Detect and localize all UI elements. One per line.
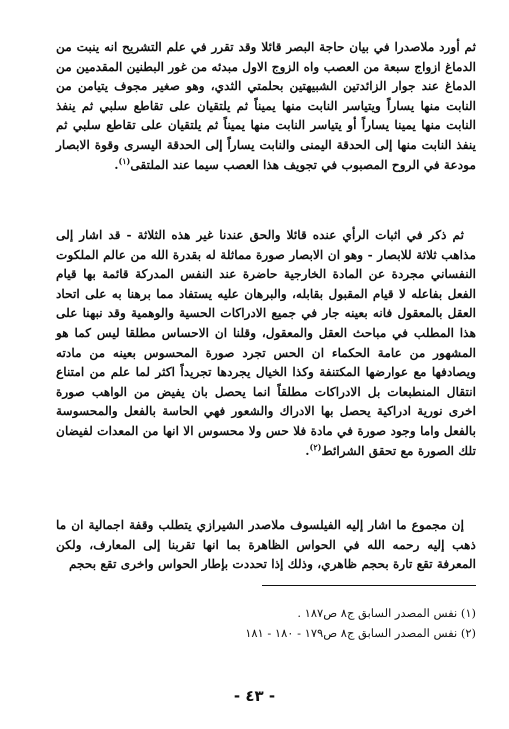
- page-number: - ٤٣ -: [233, 687, 276, 705]
- paragraph-1-tail: .: [114, 157, 119, 172]
- footnotes: [150, 603, 476, 643]
- footnote-divider: [262, 585, 476, 586]
- footnote-ref-1: (١): [118, 155, 131, 166]
- paragraph-3-text: إن مجموع ما اشار إليه الفيلسوف ملاصدر الشيرازي يتطلب وقفة اجمالية ان ما ذهب إليه رحمه الله في الحواس الظاهرة بما انها تقربنا إلى المعارف، ولكن المعرفة تقع تارة بحجم ظاهري، وذلك إذا تحددت بإطار الحواس واخرى تقع بحجم: [56, 518, 476, 572]
- paragraph-1: [56, 38, 476, 175]
- footnote-2: (٢) نفس المصدر السابق ج٨ ص١٧٩ - ١٨٠ - ١٨١: [245, 626, 476, 640]
- paragraph-2: [56, 226, 476, 461]
- paragraph-2-tail: .: [305, 443, 310, 458]
- paragraph-1-text: ثم أورد ملاصدرا في بيان حاجة البصر قائلا وقد تقرر في علم التشريح انه ينبت من الدماغ ازواج سبعة من العصب واه الزوج الاول مبدئه من غور البطنين المقدمين من الدماغ عند جوار الزائدتين الشبيهتين بحلمتي الثدي، وهو صغير مجوف يتيامن من النابت منها يساراً ويتياسر النابت منها يميناً ثم يلتقيان على تقاطع سلبي ثم ينفذ النابت منها يمينا يساراً أو يتياسر النابت منها يميناً ثم يلتقيان على تقاطع سلبي ثم ينفذ النابت منها إلى الحدقة اليمنى والنابت يساراً إلى الحدقة اليسرى وقوة الابصار مودعة في الروح المصبوب في تجويف هذا العصب سيما عند الملتقى: [56, 40, 476, 172]
- paragraph-3: [56, 516, 476, 575]
- footnote-ref-2: (٢): [309, 441, 322, 452]
- paragraph-2-text: ثم ذكر في اثبات الرأي عنده قائلا والحق عندنا غير هذه الثلاثة - قد اشار إلى مذاهب ثلاثة للابصار - وهو ان الابصار صورة مماثلة له بقدرة الله من عالم الملكوت النفساني مجردة عن المادة الخارجية حاضرة عند النفس المدركة قائمة بها قيام الفعل بفاعله لا قيام المقبول بقابله، والبرهان عليه يستفاد مما برهنا به على اتحاد العقل بالمعقول فانه بعينه جار في جميع الادراكات الحسية والوهمية وقد نبهنا على هذا المطلب في مباحث العقل والمعقول، وقلنا ان الاحساس مطلقا ليس كما هو المشهور من عامة الحكماء ان الحس تجرد صورة المحسوس بعينه من مادته ويصادفها مع عوارضها المكتنفة وكذا الخيال يجردها تجريداً اكثر لما علم من امتناع انتقال المنطبعات بل الادراكات مطلقاً انما يحصل بان يفيض من الواهب صورة اخرى نورية ادراكية يحصل بها الادراك والشعور فهي الحاسة بالفعل والمحسوسة بالفعل واما وجود صورة في مادة فلا حس ولا محسوس الا انها من المعدات لفيضان تلك الصورة مع تحقق الشرائط: [56, 228, 476, 458]
- footnote-1: (١) نفس المصدر السابق ج٨ ص١٨٧ .: [297, 606, 476, 620]
